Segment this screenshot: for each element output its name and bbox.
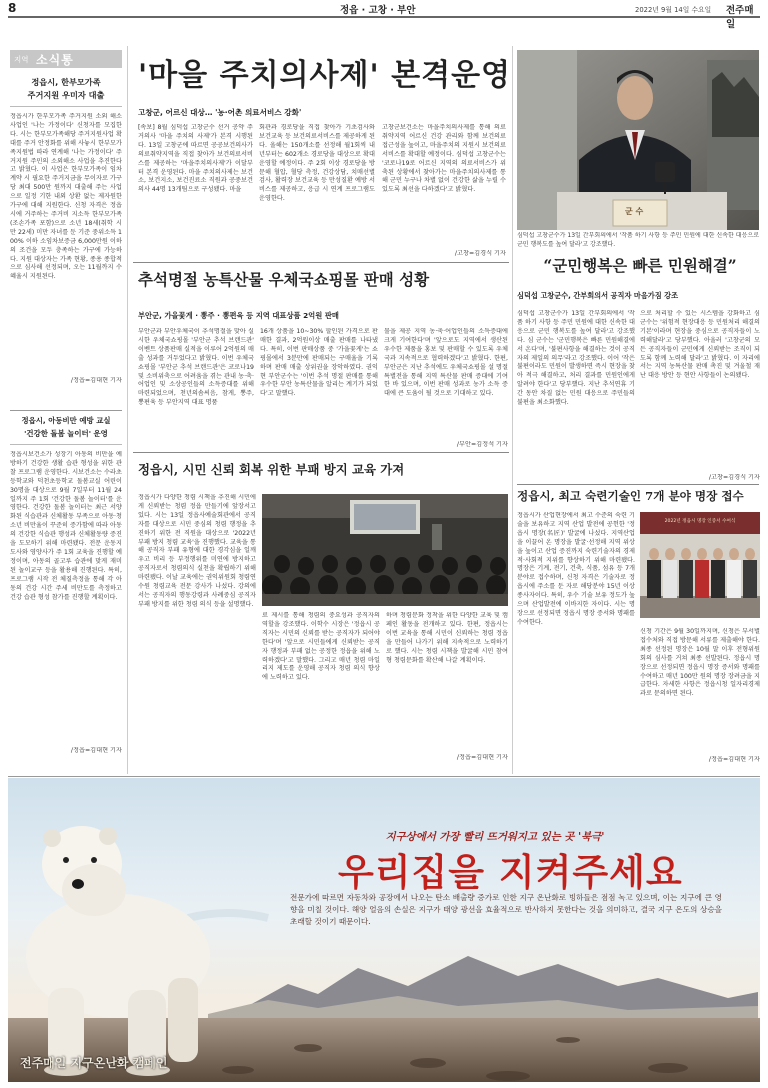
article4-byline: /정읍=김대현 기자 <box>456 754 508 761</box>
article5-photo <box>640 512 760 618</box>
article2-col2: 16개 상품을 10~30% 할인된 가격으로 판매한 결과, 2억원이상 매출 판매를 나타냈다. 특히, 이번 판매상품 중 '가을꽃게'는 쇼핑몰에서 3분만에 판매되는 구매율을 기록하며 판매 매출 상위권을 장악하였다. 권익현 부안군수는 '이번 추석 명절 판매를 통해 우수한 부안 농특산물을 알리는 계기가 되었다'고 말했다. <box>260 328 378 398</box>
award-ceremony-illustration <box>640 512 760 618</box>
article2-headline: 추석명절 농특산물 우체국쇼핑몰 판매 성황 <box>138 270 430 289</box>
article4-col1: 정읍시가 다양한 청렴 시책을 추진해 시민에게 신뢰받는 청렴 정읍 만들기에 앞장서고 있다. 시는 13일 정읍사예술회관에서 공직자를 대상으로 시민 중심의 청렴 행정을 추진하기 위한 전 직원을 대상으로 '2022년 부패 방지 청렴 교육'을 진행했다. 교육을 통해 공직자 부패 유형에 대한 경각심을 일깨우고 비리 등 부정행위를 미연에 방지하고 공직자로서 청렴의식 실천을 확립하기 위해 마련됐다. 이날 교육에는 권익위원회 청렴연수원 청렴교육 전문 강사가 나섰다. 강의에서는 공직자의 행동강령과 사례중심 공직자 부패 방지를 위한 청렴 의식 등을 설명했다. <box>138 494 256 608</box>
sidebar-tag-box <box>10 50 122 68</box>
article1-byline: /고창=김경식 기자 <box>454 250 506 257</box>
article2-col3: 물을 제공 지역 농·축·어업인들의 소득증대에 크게 기여한다'며 '앞으로도 지역에서 생산된 우수한 제품을 홍보 및 판매할 수 있도록 우체국과 지속적으로 협력하겠다'고 밝혔다. 한편, 부안군은 지난 추석에도 우체국쇼핑몰 설 명절 특별전을 통해 지역 특산물 판매 증대에 기여한 바 있으며, 이번 판매 성과로 농가 소득 증대에 큰 도움이 될 것으로 기대하고 있다. <box>384 328 508 398</box>
article3-headline: “군민행복은 빠른 민원해결” <box>543 256 737 275</box>
section-title: 정읍 · 고창 · 부안 <box>340 5 416 16</box>
article2-byline: /부안=김정석 기자 <box>456 441 508 448</box>
ad-background-illustration <box>8 778 760 1082</box>
article4-headline: 정읍시, 시민 신뢰 회복 위한 부패 방지 교육 가져 <box>138 462 405 477</box>
sidebar-item-2-title-line1: 정읍시, 아동비만 예방 교실 <box>21 416 111 425</box>
article3-col2: 으로 처리할 수 있는 시스템을 강화하고 심 군수는 '위험적 현장대응 등 민원처리 해결의 기본'이라며 현장을 중심으로 공직자들이 노력해달라'고 당부했다. 아울러 '고창군의 모든 공직자들이 군민에게 신뢰받는 조직이 되도록 함께 노력해 달라'고 밝혔다. 이 자리에서는 지역 농특산물 판매 촉진 및 겨울철 재난 대응 방안 등 현안 사항들이 논의됐다. <box>640 310 760 380</box>
sidebar-item-2-body: 정읍시보건소가 성장기 아동의 비만을 예방하기 건강한 생활 습관 형성을 위한 관찰 프로그램 운영한다. 시보건소는 수라초등학교와 덕천초등학교 돌봄교실 어린이 30명을 대상으로 9월 7일부터 11월 24일까지 주 1회 '건강한 돌봄 놀이터'를 운영한다. 건강한 돌봄 놀이터는 최근 서양화된 식습관과 신체활동 부족으로 아동·청소년 비만율이 꾸준히 증가함에 따라 아동의 건강한 식습관 행성과 신체활동량 증진을 도모하기 위해 마련됐다. 전문 운동지도사와 영양사가 주 1회 교육을 진행할 예정이며, 아동의 골고루 습관에 맞게 재미된 놀이교구 등을 활용해 진행된다. 특히, 프로그램 시작 전 체질측정을 통해 각 아동의 건강 시간 주세 비만도를 측정하고 건강 습관 형성 참가를 진행할 계획이다. <box>10 451 122 601</box>
article5-col1: 정읍시가 산업현장에서 최고 수준의 숙련 기술을 보유하고 지역 산업 발전에 공헌한 '정읍시 명장(名匠)' 발굴에 나섰다. 지역산업을 이끌어 온 명장을 발굴·선정해 지역 위상을 높이고 산업 증진까지 숙련기술자의 경제적·사회적 지위를 향상하기 위해 마련됐다. 명장은 기계, 전기, 건축, 식품, 섬유 등 7개 분야로 접수하며, 신청 자격은 기술자로 정읍시에 주소를 둔 자로 해당분야 15년 이상 종사자이다. 특히, 우수 기술 보유 정도가 높으며 산업발전에 이바지한 자이다. 시는 명장으로 선정되면 정읍시 명장 증서와 명패를 수여한다. <box>517 512 635 626</box>
article3-byline: /고창=김경식 기자 <box>708 474 760 481</box>
sidebar-tag: 지역 <box>14 55 29 64</box>
article1-subhead: 고창군, 어르신 대상… '농·어촌 의료서비스 강화' <box>138 108 302 117</box>
article5-headline: 정읍시, 최고 숙련기술인 7개 분야 명장 접수 <box>517 489 744 503</box>
article1-col1: [속보] 8월 심덕섭 고창군수 선거 공약 주거의사 '마을 주치의 사제'가 본격 시행된다. 13일 고창군에 따르면 공공보건의사가 의료취약지역을 직접 찾아가 보건의료서비스를 제공하는 '마을주치의사제'가 이달부터 본격 운영된다. 마을 주치의사제는 보건소, 보건지소, 보건진료소 직원과 공중보건의사 44명 13개팀으로 구성됐다. 마을 <box>138 124 253 194</box>
page-number: 8 <box>8 1 17 15</box>
issue-date: 2022년 9월 14일 수요일 <box>635 6 712 14</box>
header-rule <box>8 16 760 18</box>
ad-top-rule <box>8 776 760 777</box>
lecture-hall-illustration <box>262 494 508 606</box>
sidebar-item-2 <box>10 414 122 774</box>
article5-top-rule <box>517 484 759 485</box>
article1-col3: 고창군보건소는 마을주치의사제를 통해 의료 취약지역 어르신 건강 관리와 함께 보건의료 접근성을 높이고, 마을주치의 지원시 보건의료 서비스를 확대할 예정이다. 심덕섭 고창군수는 '코로나19로 어르신 지역의 의료서비스가 위축된 상황에서 찾아가는 마을주치의사제를 통해 군민 누구나 차별 없이 건강한 삶을 누릴 수 있도록 최선을 다하겠다'고 밝혔다. <box>382 124 506 194</box>
climate-ad <box>8 778 760 1082</box>
article4-col3: 하며 청렴문화 정착을 위한 다양한 교육 및 캠페인 활동을 전개하고 있다. 한편, 정읍시는 이번 교육을 통해 시민이 신뢰하는 청렴 정읍을 만들어 나가기 위해 지속적으로 노력하기로 했다. 시는 청렴 시책을 발굴해 시민 참여형 청렴문화를 확산해 나갈 계획이다. <box>386 612 508 664</box>
ad-footer: 전주매일 지구온난화 캠페인 <box>20 1056 168 1070</box>
sidebar-separator <box>10 410 122 411</box>
sidebar-item-1-title-line2: 주거지원 우미자 대출 <box>27 90 105 100</box>
article5-byline: /정읍=김대현 기자 <box>708 756 760 763</box>
article4-col2: 료 제시를 통해 청렴의 중요성과 공직자의 역할을 강조했다. 이학수 시장은 '정읍시 공직자는 시민의 신뢰를 받는 공직자가 되어야 한다'며 '앞으로 시민들에게 신뢰받는 공직자 행정과 부패 없는 공정한 정읍을 위해 노력하겠다'고 말했다. 그리고 매년 청렴 마일리지 제도를 운영해 공직자 청렴 의식 향상에 노력하고 있다. <box>262 612 380 682</box>
article4-top-rule <box>133 452 509 453</box>
sidebar-item-2-title <box>10 414 122 440</box>
ad-headline: 우리집을 지켜주세요 <box>338 850 683 894</box>
sidebar-item-1-divider <box>10 106 122 107</box>
page-header <box>8 0 760 30</box>
sidebar-item-1 <box>10 76 122 406</box>
article4-photo <box>262 494 508 606</box>
sidebar-item-2-divider <box>10 444 122 445</box>
sidebar-column-rule <box>127 46 128 774</box>
article5-photo-banner: 2022년 정읍시 명장 인증서 수여식 <box>664 519 736 524</box>
article2-col1: 부안군과 부안우체국이 추석명절을 맞아 실시한 우체국쇼핑몰 '부안군 추석 브랜드관' 이벤트 상품판매 실적을 이루어 2억원의 매출 성과를 거두었다고 밝혔다. 이번 우체국쇼핑몰 '부안군 추석 브랜드관'은 코로나19 및 소비위축으로 어려움을 겪는 관내 농·축·어업인 및 소상공인들의 소득증대를 위해 마련되었으며, 천년의솜씨음, 참게, 뽕주, 뽕편육 등 부안지역 대표 명품 <box>138 328 254 407</box>
ad-body: 전문가에 따르면 자동차와 공장에서 나오는 탄소 배출량 증가로 인한 지구 온난화로 빙하들은 점점 녹고 있으며, 이는 지구에 큰 영향을 미칠 것이다. 해양 얼음의 손실은 지구가 태양 광선을 효율적으로 반사하지 못한다는 것을 의미하고, 결국 지구 온도의 상승을 초래할 것이기 때문이다. <box>290 893 722 926</box>
press-conference-illustration <box>517 50 759 230</box>
sidebar-label: 소식통 <box>36 53 74 67</box>
article1-photo-caption: 심덕섭 고창군수가 13일 간부회의에서 '작품 하기 사항 등 주민 민원에 대한 신속한 대응으로 군민 행복도를 높여 달라'고 강조했다. <box>517 232 759 248</box>
article1-photo-placard: 군 수 <box>625 207 644 216</box>
right-column-rule <box>512 46 513 774</box>
sidebar-item-1-byline: /정읍=김대현 기자 <box>70 377 122 384</box>
sidebar-item-2-title-line2: '건강한 돌봄 놀이터' 운영 <box>24 429 108 438</box>
article5-col2: 신청 기간은 9월 30일까지며, 신청은 부서별 접수처와 직접 방문해 서류를 제출해야 한다. 최종 선정된 명장은 10월 말 이후 전형위원회의 심사를 거쳐 최종 선발된다. 정읍시 명장으로 선정되면 정읍시 명장 증서와 명패를 수여하고 매년 100만 원의 명장 장려금을 지급한다. 자세한 사항은 정읍시청 일자리경제과로 문의하면 된다. <box>640 628 760 698</box>
sidebar-item-1-title-line1: 정읍시, 한부모가족 <box>31 77 101 87</box>
article1-photo <box>517 50 759 230</box>
sidebar-item-2-byline: /정읍=김대현 기자 <box>70 747 122 754</box>
article1-col2: 회관과 경로당을 직접 찾아가 기초검사와 보건교육 등 보건의료서비스를 제공하게 된다. 올해는 150개소를 선정해 월1회씩 내년부터는 602개소 경로당을 대상으로 확대 운영할 예정이다. 주 2회 이상 경로당을 방문해 혈압, 혈당 측정, 건강상담, 치매선별검사, 활력장 보건교육 등 만성질환 예방 서비스를 제공하고, 응급 시 연계 프로그램도 운영한다. <box>259 124 375 203</box>
masthead: 전주매일 <box>726 5 754 30</box>
article2-subhead: 부안군, 가을꽃게 · 뽕주 · 뽕편육 등 지역 대표상품 2억원 판매 <box>138 311 339 320</box>
sidebar-item-1-title <box>10 76 122 102</box>
article2-top-rule <box>133 262 509 263</box>
article1-headline: '마을 주치의사제' 본격운영 <box>138 58 512 93</box>
ad-tagline: 지구상에서 가장 빨리 뜨거워지고 있는 곳 '북극' <box>385 831 605 843</box>
article3-col1: 심덕섭 고창군수가 13일 간부회의에서 '작품 하기 사항 등 주민 민원에 대한 신속한 대응으로 군민 행복도를 높여 달라'고 강조했다. 심 군수는 '군민행복은 빠른 민원해결에서 온다'며, '불편사항을 해결하는 것이 공직자의 제일의 의무'라고 강조했다. 이어 '작은 불편이라도 민원이 발생하면 즉시 현장을 찾아 적극 해결하고, 처리 결과를 민원인에게 알려야 한다'고 당부했다. 지난 추석연휴 기간 동안 차질 없는 민원 대응으로 주민들의 불편을 최소화했다. <box>517 310 635 407</box>
sidebar-item-1-body: 정읍시가 한부모가족 주거지원 소외 해소사업인 '나는 가정이다' 신청자를 모집한다. 시는 한부모가족해당 주거지원사업 확대를 주거 안정화를 위해 사놓시 한부모가족지원법 따라 연계해 '나는 가정이다' 주거지원 주민의 소외해소 사업을 추진한다고 밝혔다. 이 사업은 한부모가족이 임차계약 시 필요한 주거지금을 무이자로 가구당 최대 500만 원까지 대출해 주는 사업으로 일정 기한 내외 상환 없는 제자원한 가구에 대해 지원한다. 신청 자격은 정읍시에 거주하는 주거비 지소득 한부모가족(조손가족 포함)으로 소년 18세(취학 시 만 22세) 미만 자녀를 둔 기준 중위소득 100% 이하 소임차보증금 6,000만원 이하의 조건을 모두 충족하는 가구에 가능하다. 지원 대상자는 가족 현황, 종용 종합적으로 심사해 선정되며, 오는 11월까지 수혜율시 지원된다. <box>10 113 122 281</box>
article3-subhead: 심덕섭 고창군수, 간부회의서 공직자 마음가짐 강조 <box>517 291 679 300</box>
